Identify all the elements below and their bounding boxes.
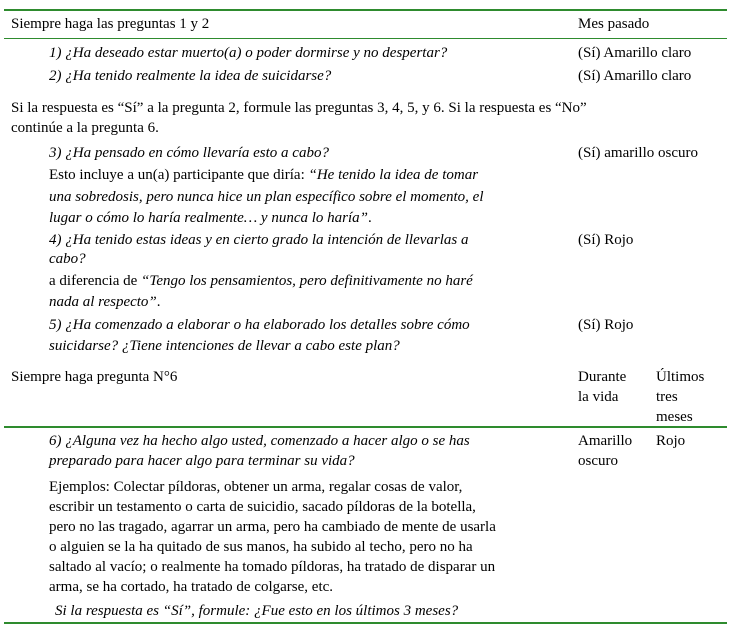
- question-4-line-2: cabo?: [49, 251, 86, 267]
- q3-note-period: .: [368, 210, 372, 226]
- always-ask-label: Siempre haga las preguntas 1 y 2: [11, 16, 210, 32]
- examples-line-5: saltado al vacío; o realmente ha tomado píldoras, ha tratado de disparar un: [49, 559, 496, 575]
- examples-line-1: Ejemplos: Colectar píldoras, obtener un arma, regalar cosas de valor,: [49, 479, 463, 495]
- question-5-line-2: suicidarse? ¿Tiene intenciones de llevar a cabo este plan?: [49, 338, 400, 354]
- q4-note-period: .: [156, 294, 161, 310]
- header-rule: [4, 38, 727, 39]
- lifetime-col-line-2: la vida: [578, 389, 619, 405]
- bottom-rule: [4, 622, 727, 624]
- question-6-line-2: preparado para hacer algo para terminar su vida?: [49, 453, 355, 469]
- q4-note-quote: “Tengo los pensamientos, pero definitivamente no haré: [141, 273, 473, 289]
- q3-note-line-2: una sobredosis, pero nunca hice un plan específico sobre el momento, el: [49, 189, 484, 205]
- instruction-line-1: Si la respuesta es “Sí” a la pregunta 2, formule las preguntas 3, 4, 5, y 6. Si la respuesta es “No”: [11, 100, 587, 116]
- question-4-line-1: 4) ¿Ha tenido estas ideas y en cierto grado la intención de llevarlas a: [49, 232, 469, 248]
- question-5-line-1: 5) ¿Ha comenzado a elaborar o ha elaborado los detalles sobre cómo: [49, 317, 470, 333]
- q3-note-quote: “He tenido la idea de tomar: [308, 167, 479, 183]
- examples-line-4: o alguien se la ha quitado de sus manos, ha subido al techo, pero no ha: [49, 539, 473, 555]
- answer-1: (Sí) Amarillo claro: [578, 45, 692, 61]
- q4-note-line-2: [49, 292, 161, 312]
- q3-note-prefix: Esto incluye a un(a) participante que diría:: [49, 167, 309, 183]
- answer-6-lifetime-line-1: Amarillo: [578, 433, 633, 449]
- recent-col-line-1: Últimos: [656, 369, 705, 385]
- recent-col-line-2: tres: [656, 389, 678, 405]
- q3-note-line-1: [49, 165, 478, 185]
- examples-line-2: escribir un testamento o carta de suicidio, sacado píldoras de la botella,: [49, 499, 476, 515]
- answer-6-recent: Rojo: [656, 433, 686, 449]
- lifetime-col-line-1: Durante: [578, 369, 627, 385]
- examples-line-3: pero no las tragado, agarrar un arma, pero ha cambiado de mente de usarla: [49, 519, 496, 535]
- q3-note-line-3: [49, 208, 372, 228]
- q6-header-rule: [4, 426, 727, 428]
- answer-5: (Sí) Rojo: [578, 317, 634, 333]
- top-rule: [4, 9, 727, 11]
- q4-note-quote-end: nada al respecto”: [49, 294, 157, 310]
- q3-note-quote-end: lugar o cómo lo haría realmente… y nunca lo haría”: [49, 210, 369, 226]
- q4-note-line-1: [49, 271, 473, 291]
- question-1: 1) ¿Ha deseado estar muerto(a) o poder dormirse y no despertar?: [49, 45, 448, 61]
- question-6-line-1: 6) ¿Alguna vez ha hecho algo usted, comenzado a hacer algo o se has: [49, 433, 470, 449]
- q6-followup: Si la respuesta es “Sí”, formule: ¿Fue esto en los últimos 3 meses?: [55, 603, 459, 619]
- q4-note-prefix: a diferencia de: [49, 273, 142, 289]
- always-ask-q6-label: Siempre haga pregunta N°6: [11, 369, 178, 385]
- question-3: 3) ¿Ha pensado en cómo llevaría esto a cabo?: [49, 145, 329, 161]
- examples-line-6: arma, se ha cortado, ha tratado de colgarse, etc.: [49, 579, 334, 595]
- instruction-line-2: continúe a la pregunta 6.: [11, 120, 159, 136]
- question-2: 2) ¿Ha tenido realmente la idea de suicidarse?: [49, 68, 332, 84]
- period-label: Mes pasado: [578, 16, 650, 32]
- answer-6-lifetime-line-2: oscuro: [578, 453, 618, 469]
- recent-col-line-3: meses: [656, 409, 693, 425]
- answer-4: (Sí) Rojo: [578, 232, 634, 248]
- answer-2: (Sí) Amarillo claro: [578, 68, 692, 84]
- answer-3: (Sí) amarillo oscuro: [578, 145, 698, 161]
